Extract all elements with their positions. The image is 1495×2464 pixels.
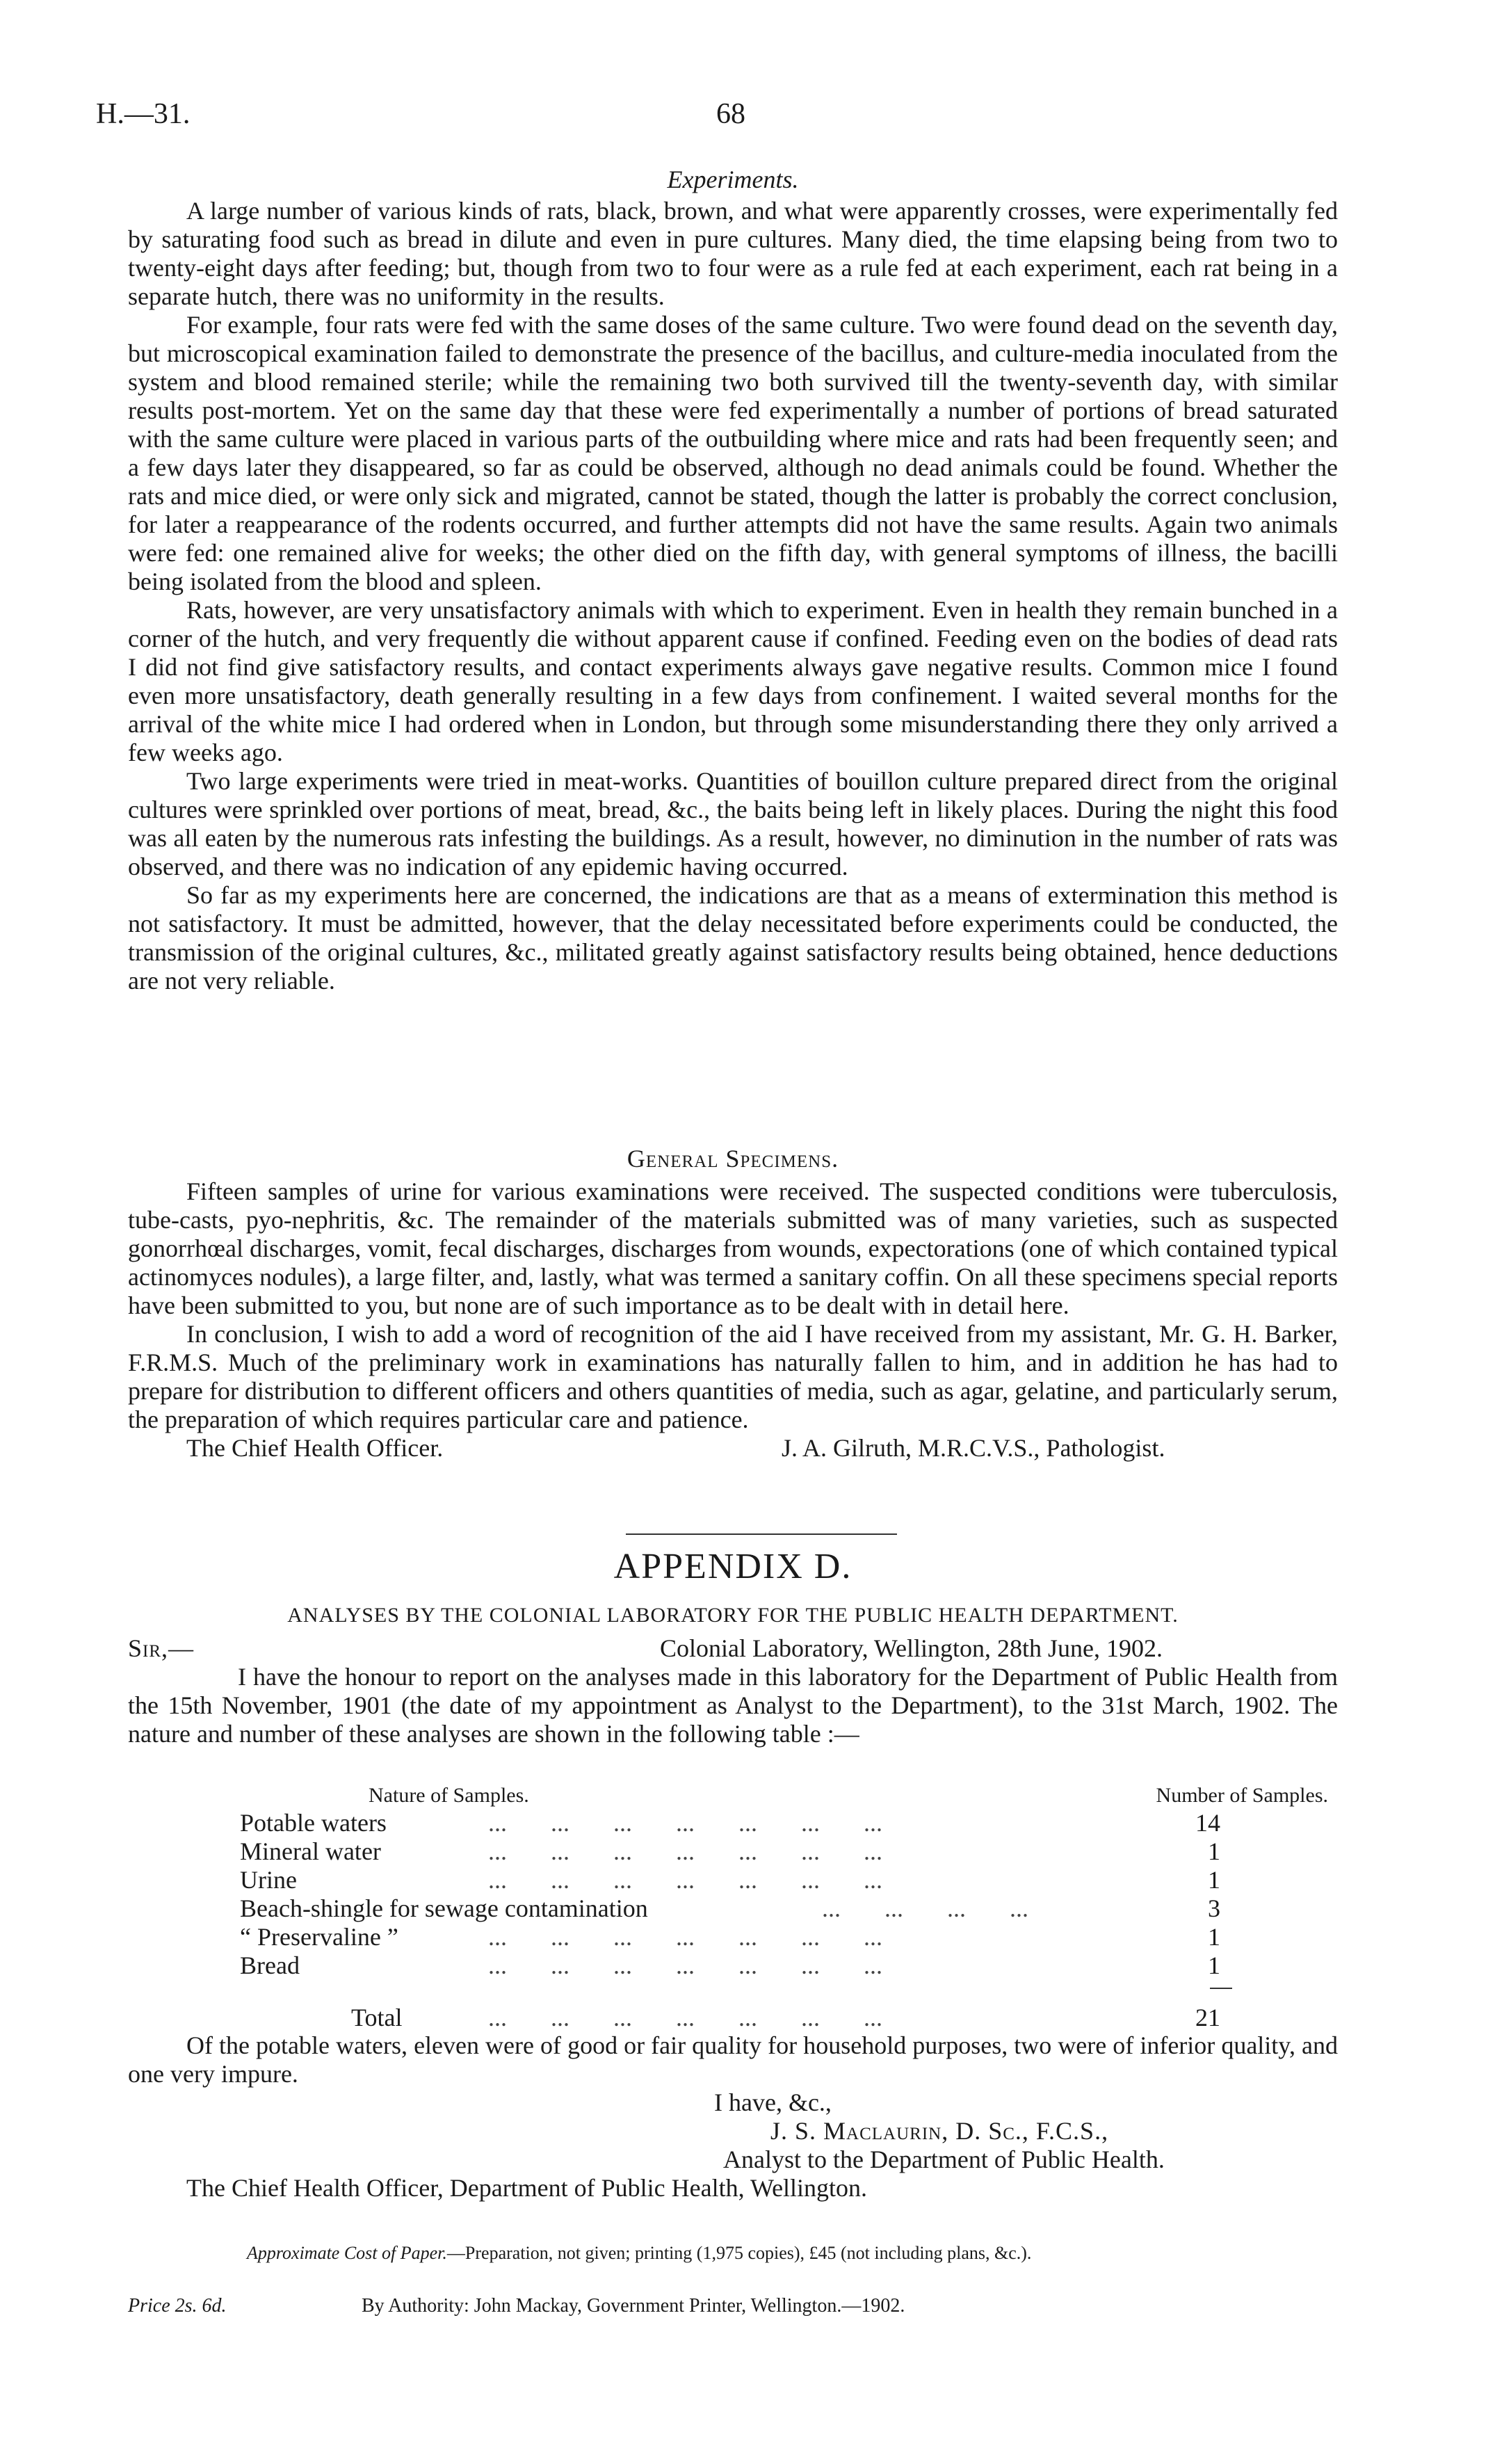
- table-row: Beach-shingle for sewage contamination ... ... ... ... 3: [240, 1894, 1220, 1922]
- experiments-paragraph: So far as my experiments here are concerned, the indications are that as a means of extermination this method is not satisfactory. It must be admitted, however, that the delay necessitated before experiments could be conducted, the transmission of the original cultures, &c., militated greatly against satisfactory results being obtained, hence deductions are not very reliable.: [128, 881, 1338, 995]
- column-number: Number of Samples.: [1156, 1784, 1328, 1807]
- cost-note: Approximate Cost of Paper.—Preparation, not given; printing (1,975 copies), £45 (not including plans, &c.).: [247, 2243, 1032, 2263]
- general-specimens-heading: General Specimens.: [627, 1145, 839, 1173]
- table-row: Urine ... ... ... ... ... ... ... 1: [240, 1866, 1220, 1894]
- appendix-signature-block: [128, 2088, 1338, 2203]
- experiments-paragraph: Rats, however, are very unsatisfactory animals with which to experiment. Even in health they remain bunched in a corner of the hutch, and very frequently die without apparent cause if confined. Feeding even on the bodies of dead rats I did not find give satisfactory results, and contact experiments always gave negative results. Common mice I found even more unsatisfactory, death generally resulting in a few days from confinement. I waited several months for the arrival of the white mice I had ordered when in London, but through some misunderstanding there they only arrived a few weeks ago.: [128, 596, 1338, 766]
- table-row: Potable waters ... ... ... ... ... ... ... 14: [240, 1809, 1220, 1837]
- specimens-paragraph: Fifteen samples of urine for various examinations were received. The suspected conditions were tuberculosis, tube-casts, pyo-nephritis, &c. The remainder of the materials submitted was of many varieties, such as suspected gonorrhœal discharges, vomit, fecal discharges, discharges from wounds, expectorations (one of which contained typical actinomyces nodules), a large filter, and, lastly, what was termed a sanitary coffin. On all these specimens special reports have been submitted to you, but none are of such importance as to be dealt with in detail here.: [128, 1177, 1338, 1319]
- total-rule: [1210, 1988, 1232, 1989]
- appendix-title: APPENDIX D.: [613, 1547, 852, 1586]
- closing: I have, &c.,: [714, 2088, 832, 2116]
- appendix-subtitle: ANALYSES BY THE COLONIAL LABORATORY FOR THE PUBLIC HEALTH DEPARTMENT.: [287, 1604, 1179, 1627]
- general-specimens-section: [128, 1145, 1338, 1463]
- pathology-addressee: The Chief Health Officer.: [186, 1434, 444, 1462]
- price: Price 2s. 6d.: [128, 2295, 227, 2317]
- experiments-paragraph: Two large experiments were tried in meat-works. Quantities of bouillon culture prepared direct from the original cultures were sprinkled over portions of meat, bread, &c., the baits being left in likely places. During the night this food was all eaten by the numerous rats infesting the buildings. As a result, however, no diminution in the number of rats was observed, and there was no indication of any epidemic having occurred.: [128, 767, 1338, 880]
- experiments-paragraph: A large number of various kinds of rats, black, brown, and what were apparently crosses, were experimentally fed by saturating food such as bread in dilute and even in pure cultures. Many died, the time elapsing being from two to twenty-eight days after feeding; but, though from two to four were as a rule fed at each experiment, each rat being in a separate hutch, there was no uniformity in the results.: [128, 197, 1338, 310]
- page-number: 68: [716, 98, 745, 130]
- table-row: Bread ... ... ... ... ... ... ... 1: [240, 1951, 1220, 1979]
- signer-title: Analyst to the Department of Public Health.: [723, 2145, 1165, 2173]
- appendix-intro: I have the honour to report on the analyses made in this laboratory for the Department of Public Health from the 15th November, 1901 (the date of my appointment as Analyst to the Department), to the 31st March, 1902. The nature and number of these analyses are shown in the following table :—: [128, 1663, 1338, 1748]
- appendix-addressee: The Chief Health Officer, Department of Public Health, Wellington.: [186, 2174, 868, 2202]
- document-code: H.—31.: [96, 98, 191, 130]
- specimens-paragraph: In conclusion, I wish to add a word of recognition of the aid I have received from my assistant, Mr. G. H. Barker, F.R.M.S. Much of the preliminary work in examinations has naturally fallen to him, and in addition he has had to prepare for distribution to different officers and others quantities of media, such as agar, gelatine, and particularly serum, the preparation of which requires particular care and patience.: [128, 1320, 1338, 1433]
- column-nature: Nature of Samples.: [369, 1784, 529, 1807]
- table-total-row: Total ... ... ... ... ... ... ... 21: [351, 2004, 1220, 2031]
- table-row: Mineral water ... ... ... ... ... ... ... 1: [240, 1837, 1220, 1865]
- signer: J. S. Maclaurin, D. Sc., F.C.S.,: [770, 2117, 1109, 2145]
- table-header: [369, 1784, 1328, 1807]
- place-date: Colonial Laboratory, Wellington, 28th June, 1902.: [660, 1634, 1163, 1662]
- appendix-letter-header: [128, 1634, 1338, 1663]
- pathologist-signature: J. A. Gilruth, M.R.C.V.S., Pathologist.: [782, 1434, 1165, 1462]
- salutation: Sir,—: [128, 1634, 195, 1662]
- printer-authority: By Authority: John Mackay, Government Printer, Wellington.—1902.: [362, 2295, 905, 2317]
- table-row: “ Preservaline ” ... ... ... ... ... ... ... 1: [240, 1923, 1220, 1951]
- appendix-conclusion: Of the potable waters, eleven were of good or fair quality for household purposes, two were of inferior quality, and one very impure.: [128, 2031, 1338, 2088]
- section-divider: [626, 1533, 897, 1535]
- experiments-section: [128, 166, 1338, 995]
- experiments-paragraph: For example, four rats were fed with the same doses of the same culture. Two were found dead on the seventh day, but microscopical examination failed to demonstrate the presence of the bacillus, and culture-media inoculated from the system and blood remained sterile; while the remaining two both survived till the twenty-seventh day, with similar results post-mortem. Yet on the same day that these were fed experimentally a number of portions of bread saturated with the same culture were placed in various parts of the outbuilding where mice and rats had been frequently seen; and a few days later they disappeared, so far as could be observed, although no dead animals could be found. Whether the rats and mice died, or were only sick and migrated, cannot be stated, though the latter is probably the correct conclusion, for later a reappearance of the rodents occurred, and further attempts did not have the same results. Again two animals were fed: one remained alive for weeks; the other died on the fifth day, with general symptoms of illness, the bacilli being isolated from the blood and spleen.: [128, 311, 1338, 595]
- experiments-heading: Experiments.: [667, 166, 799, 193]
